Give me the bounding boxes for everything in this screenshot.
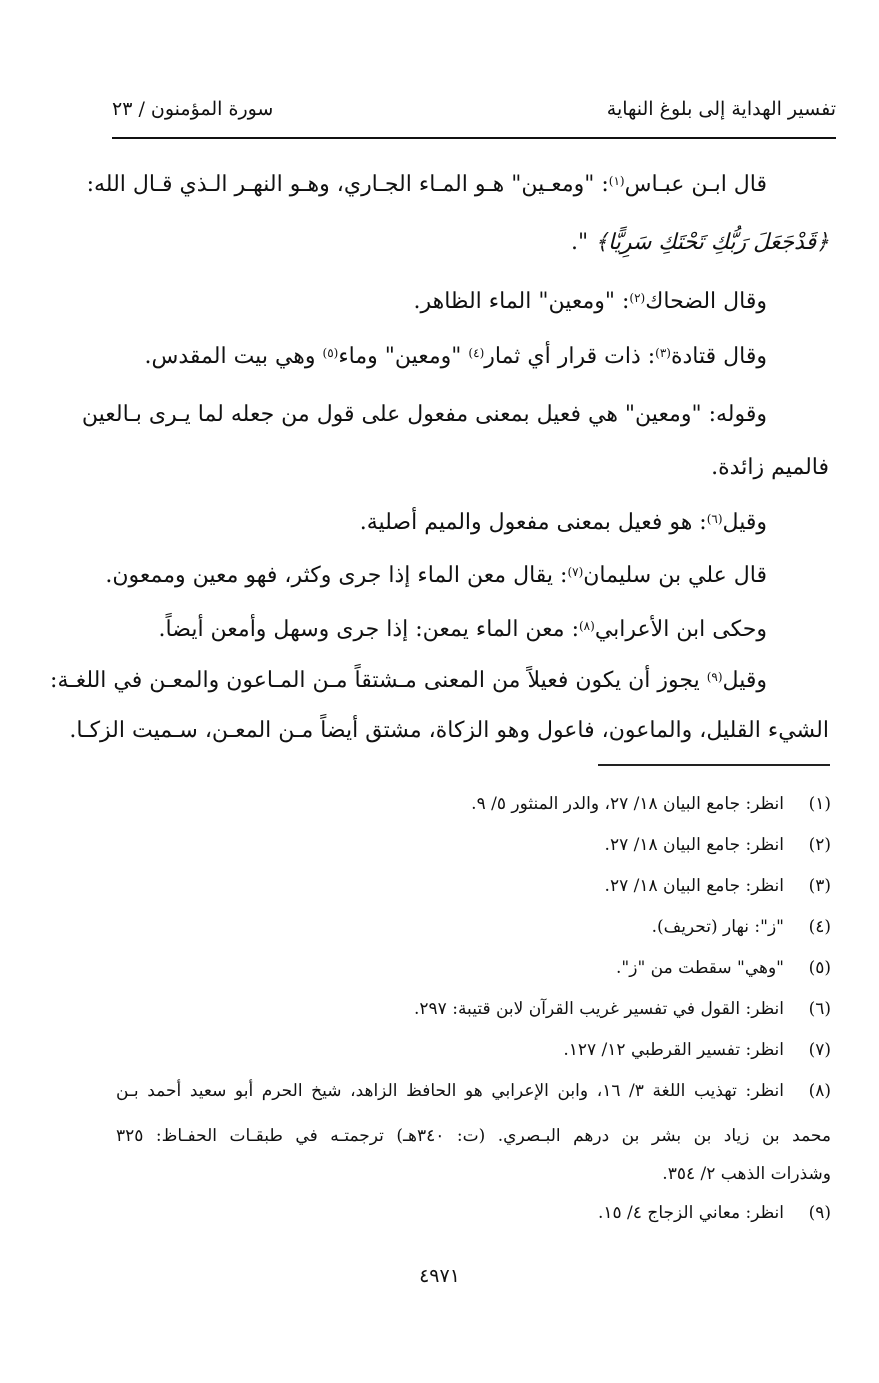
paragraph-qila-2-line-2: الشيء القليل، والماعون، فاعول وهو الزكاة، مشتق أيضاً مـن المعـن، سـميت الزكـا. [69, 718, 829, 743]
paragraph-dahhak: وقال الضحاك$^{(٢)}$: "ومعين" الماء الظاهر. [413, 289, 767, 314]
footnote-ref-7: (٧) [567, 565, 584, 579]
paragraph-qila-1: وقيل$^{(٦)}$: هو فعيل بمعنى مفعول والميم أصلية. [359, 510, 767, 535]
footnote-separator [598, 764, 830, 766]
footnote-8: (٨) انظر: تهذيب اللغة ٣/ ١٦، وابن الإعرابي هو الحافظ الزاهد، شيخ الحرم أبو سعيد أحمد بـن [116, 1081, 831, 1101]
footnote-6: (٦) انظر: القول في تفسير غريب القرآن لابن قتيبة: ٢٩٧. [414, 999, 831, 1019]
footnote-ref-3: (٣) [655, 346, 671, 360]
running-header [112, 92, 836, 126]
paragraph-ibn-abbas: قال ابـن عبـاس$^{(١)}$: "ومعـين" هـو المـاء الجـاري، وهـو النهـر الـذي قـال الله: [86, 172, 767, 197]
footnote-2: (٢) انظر: جامع البيان ١٨/ ٢٧. [604, 835, 831, 855]
footnote-5: (٥) "وهي" سقطت من "ز". [616, 958, 831, 978]
footnote-ref-6: (٦) [706, 512, 723, 526]
footnote-1: (١) انظر: جامع البيان ١٨/ ٢٧، والدر المنثور ٥/ ٩. [471, 794, 831, 814]
paragraph-ibn-al-arabi: وحكى ابن الأعرابي$^{(٨)}$: معن الماء يمعن: إذا جرى وسهل وأمعن أيضاً. [158, 617, 767, 642]
book-title: تفسير الهداية إلى بلوغ النهاية [606, 98, 836, 120]
page-number: ٤٩٧١ [419, 1265, 460, 1287]
footnote-4: (٤) "ز": نهار (تحريف). [651, 917, 831, 937]
quran-verse: ﴿قَدْجَعَلَ رَبُّكِ تَحْتَكِ سَرِيًّا﴾ [595, 230, 829, 255]
footnote-8-line-2: محمد بن زياد بن بشر بن درهم البـصري. (ت: ٣٤٠هـ) ترجمتـه في طبقـات الحفـاظ: ٣٢٥ [116, 1126, 832, 1146]
footnote-ref-5: (٥) [322, 346, 339, 360]
paragraph-qatada: وقال قتادة$^{(٣)}$: ذات قرار أي ثمار$^{(٤)}$ "ومعين" وماء$^{(٥)}$ وهي بيت المقدس. [144, 344, 767, 369]
footnote-8-line-3: وشذرات الذهب ٢/ ٣٥٤. [662, 1164, 831, 1184]
paragraph-qila-2-line-1: وقيل$^{(٩)}$ يجوز أن يكون فعيلاً من المعنى مـشتقاً مـن المـاعون والمعـن في اللغـة: [50, 668, 767, 693]
footnote-ref-9: (٩) [706, 670, 723, 684]
footnote-ref-8: (٨) [578, 619, 595, 633]
footnote-ref-2: (٢) [629, 291, 646, 305]
paragraph-ibn-abbas-quran: ﴿قَدْجَعَلَ رَبُّكِ تَحْتَكِ سَرِيًّا﴾ ". [571, 230, 829, 255]
paragraph-maeen-line-1: وقوله: "ومعين" هي فعيل بمعنى مفعول على قول من جعله لما يـرى بـالعين [81, 402, 767, 427]
footnote-ref-4: (٤) [468, 346, 485, 360]
paragraph-ali-bin-sulaiman: قال علي بن سليمان$^{(٧)}$: يقال معن الماء إذا جرى وكثر، فهو معين وممعون. [105, 563, 767, 588]
paragraph-maeen-line-2: فالميم زائدة. [711, 455, 829, 480]
footnote-9: (٩) انظر: معاني الزجاج ٤/ ١٥. [597, 1203, 831, 1223]
header-rule [112, 137, 836, 139]
footnote-ref-1: (١) [608, 174, 625, 188]
surah-reference: سورة المؤمنون / ٢٣ [112, 98, 274, 120]
footnote-7: (٧) انظر: تفسير القرطبي ١٢/ ١٢٧. [563, 1040, 831, 1060]
footnote-3: (٣) انظر: جامع البيان ١٨/ ٢٧. [604, 876, 831, 896]
